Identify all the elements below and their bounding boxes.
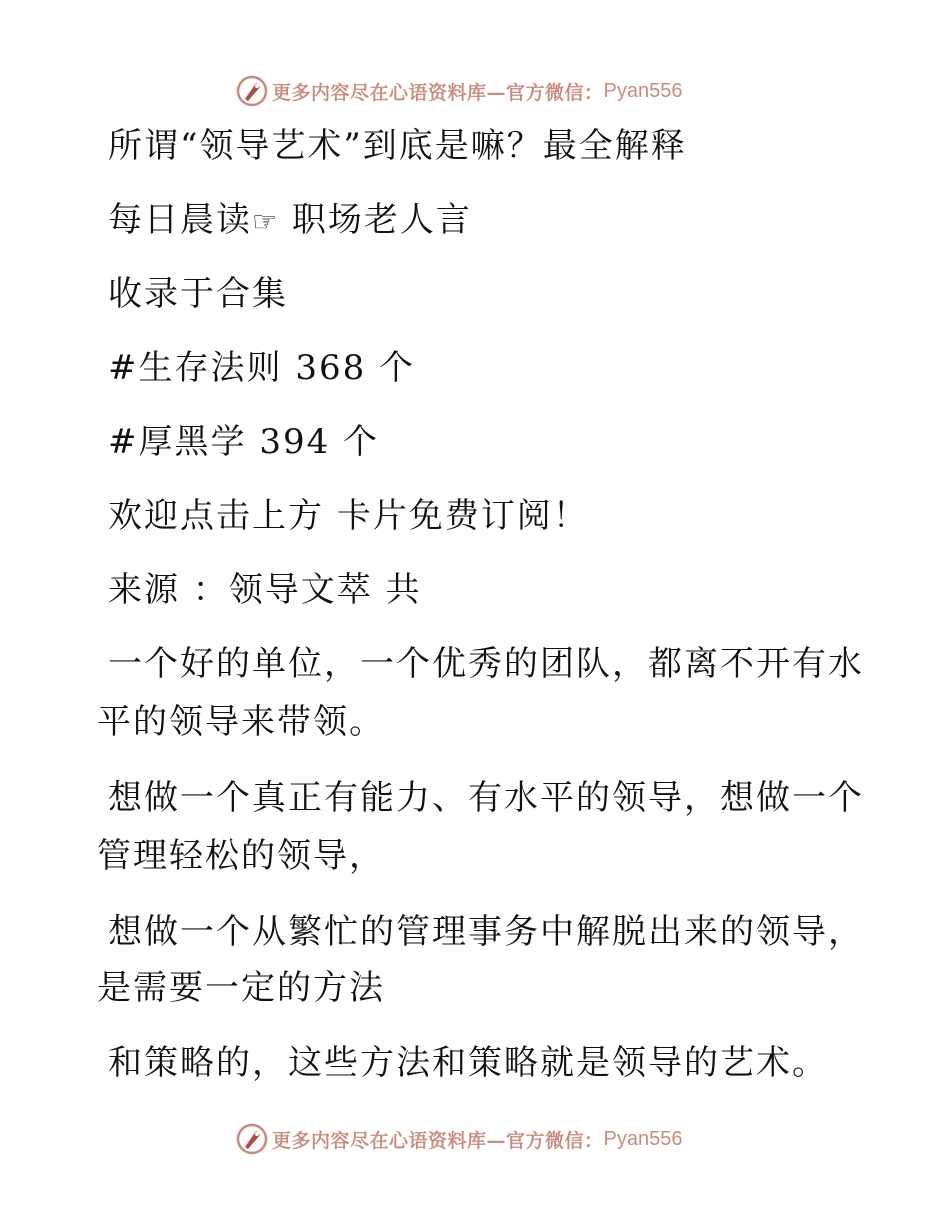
article-title: 所谓“领导艺术”到底是嘛？最全解释 xyxy=(108,126,687,166)
watermark-text: 更多内容尽在心语资料库—官方微信： xyxy=(272,1129,604,1152)
collection-label: 收录于合集 xyxy=(108,274,288,314)
tag-name: #厚黑学 xyxy=(108,422,247,462)
paragraph-line: 和策略的，这些方法和策略就是领导的艺术。 xyxy=(108,1043,828,1083)
column-name: 每日晨读 xyxy=(108,200,252,240)
column-line xyxy=(108,200,472,242)
pen-nib-logo-icon xyxy=(236,1123,268,1155)
watermark-text: 更多内容尽在心语资料库—官方微信： xyxy=(272,81,604,104)
paragraph-line: 想做一个真正有能力、有水平的领导，想做一个 xyxy=(108,778,864,818)
tag-item[interactable] xyxy=(108,348,415,388)
paragraph-line: 一个好的单位，一个优秀的团队，都离不开有水 xyxy=(108,644,864,684)
watermark-wechat-id: Pyan556 xyxy=(603,1127,683,1150)
source-text: 来源 ：领导文萃 共 xyxy=(108,570,422,610)
pointing-hand-icon: ☞ xyxy=(252,205,280,238)
watermark-wechat-id: Pyan556 xyxy=(603,79,683,102)
paragraph-line: 平的领导来带领。 xyxy=(97,702,385,742)
paragraph-line: 想做一个从繁忙的管理事务中解脱出来的领导， xyxy=(108,912,864,952)
tag-name: #生存法则 xyxy=(108,348,283,388)
pen-nib-logo-icon xyxy=(236,75,268,107)
paragraph-line: 管理轻松的领导， xyxy=(97,836,385,876)
column-author: 职场老人言 xyxy=(291,200,472,240)
subscribe-text: 欢迎点击上方 卡片免费订阅！ xyxy=(108,496,589,536)
paragraph-line: 是需要一定的方法 xyxy=(97,968,385,1008)
tag-count: 368 个 xyxy=(295,348,416,388)
watermark-banner-bottom xyxy=(236,1121,682,1157)
tag-item[interactable] xyxy=(108,422,379,462)
watermark-banner-top xyxy=(236,73,682,109)
tag-count: 394 个 xyxy=(259,422,380,462)
